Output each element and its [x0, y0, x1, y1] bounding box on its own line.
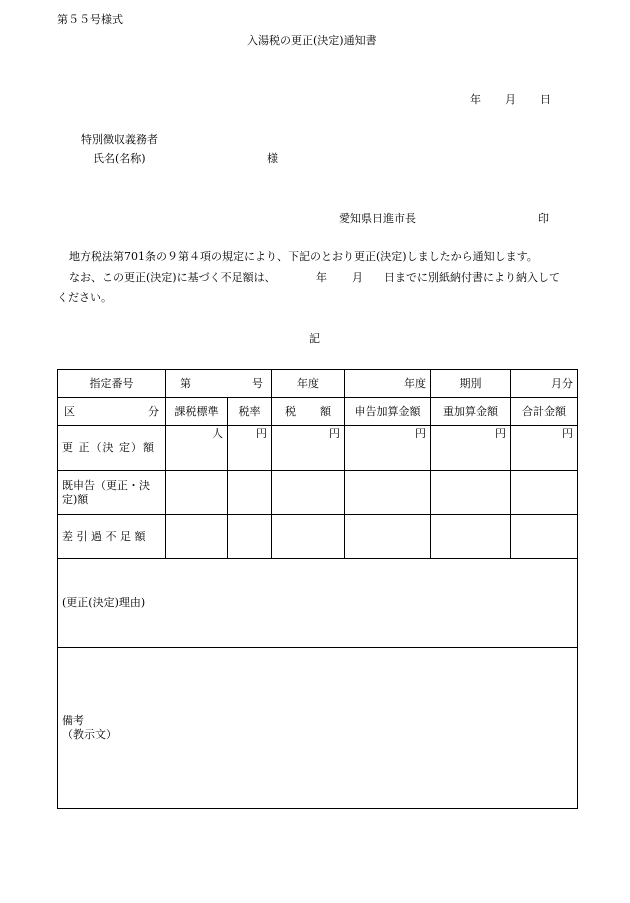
designation-number-cell — [166, 370, 272, 398]
table-cell — [272, 515, 345, 559]
table-cell — [345, 471, 431, 515]
remarks-cell — [58, 648, 578, 809]
designation-number-label: 指定番号 — [58, 370, 166, 398]
heavy-penalty-header: 重加算金額 — [431, 398, 511, 426]
table-row-correction-amount — [58, 426, 578, 471]
body-line-2a: なお、この更正(決定)に基づく不足額は、 — [69, 271, 276, 284]
unit-yen: 円 — [431, 426, 511, 471]
body-deadline-month: 月 — [352, 271, 363, 284]
tax-amount-header — [272, 398, 345, 426]
reason-cell — [58, 559, 578, 648]
previous-declaration-label: 既申告（更正・決定)額 — [58, 471, 166, 515]
dai-label: 第 — [180, 376, 191, 390]
date-month-label: 月 — [505, 93, 516, 106]
difference-label: 差 引 過 不 足 額 — [58, 515, 166, 559]
table-cell — [166, 515, 228, 559]
table-cell — [166, 471, 228, 515]
unit-yen: 円 — [511, 426, 578, 471]
gaku-label: 額 — [320, 404, 331, 418]
table-cell — [511, 471, 578, 515]
obligor-name-label: 氏名(名称) — [93, 152, 146, 165]
fiscal-year-label: 年度 — [272, 370, 345, 398]
table-row-previous-declaration — [58, 471, 578, 515]
fiscal-year-value-cell: 年度 — [345, 370, 431, 398]
table-cell — [228, 515, 272, 559]
instruction-label: （教示文） — [62, 728, 117, 741]
date-day-label: 日 — [540, 93, 551, 106]
unit-yen: 円 — [228, 426, 272, 471]
table-row-header-2 — [58, 398, 578, 426]
table-cell — [345, 515, 431, 559]
declaration-penalty-header: 申告加算金額 — [345, 398, 431, 426]
date-year-label: 年 — [470, 93, 481, 106]
table-cell — [431, 471, 511, 515]
obligor-heading: 特別徴収義務者 — [81, 133, 158, 146]
body-line-3: ください。 — [57, 291, 112, 304]
ku-label: 区 — [64, 404, 75, 418]
table-row-header-1 — [58, 370, 578, 398]
bun-label: 分 — [148, 404, 159, 418]
table-row-difference — [58, 515, 578, 559]
zei-label: 税 — [285, 404, 296, 418]
taxable-basis-header: 課税標準 — [166, 398, 228, 426]
tax-rate-header: 税率 — [228, 398, 272, 426]
remarks-label: 備考 — [62, 714, 84, 727]
issuer-name: 愛知県日進市長 — [339, 212, 416, 225]
body-deadline-year: 年 — [316, 271, 327, 284]
correction-amount-label: 更 正（決 定）額 — [58, 426, 166, 471]
obligor-honorific: 様 — [267, 152, 278, 165]
table-cell — [511, 515, 578, 559]
body-line-1: 地方税法第701条の９第４項の規定により、下記のとおり更正(決定)しましたから通知します。 — [69, 250, 538, 263]
issuer-seal: 印 — [538, 212, 549, 225]
table-row-reason — [58, 559, 578, 648]
go-label: 号 — [252, 376, 263, 390]
unit-yen: 円 — [345, 426, 431, 471]
month-share-cell: 月分 — [511, 370, 578, 398]
category-header — [58, 398, 166, 426]
body-line-2b: 日までに別紙納付書により納入して — [384, 271, 560, 284]
reason-label: (更正(決定)理由) — [62, 596, 146, 609]
form-number: 第５５号様式 — [57, 13, 123, 26]
unit-person: 人 — [166, 426, 228, 471]
table-cell — [272, 471, 345, 515]
correction-table — [57, 369, 578, 809]
total-amount-header: 合計金額 — [511, 398, 578, 426]
table-row-remarks — [58, 648, 578, 809]
ki-label: 記 — [309, 332, 320, 345]
document-title: 入湯税の更正(決定)通知書 — [247, 34, 377, 47]
unit-yen: 円 — [272, 426, 345, 471]
table-cell — [228, 471, 272, 515]
period-label: 期別 — [431, 370, 511, 398]
table-cell — [431, 515, 511, 559]
